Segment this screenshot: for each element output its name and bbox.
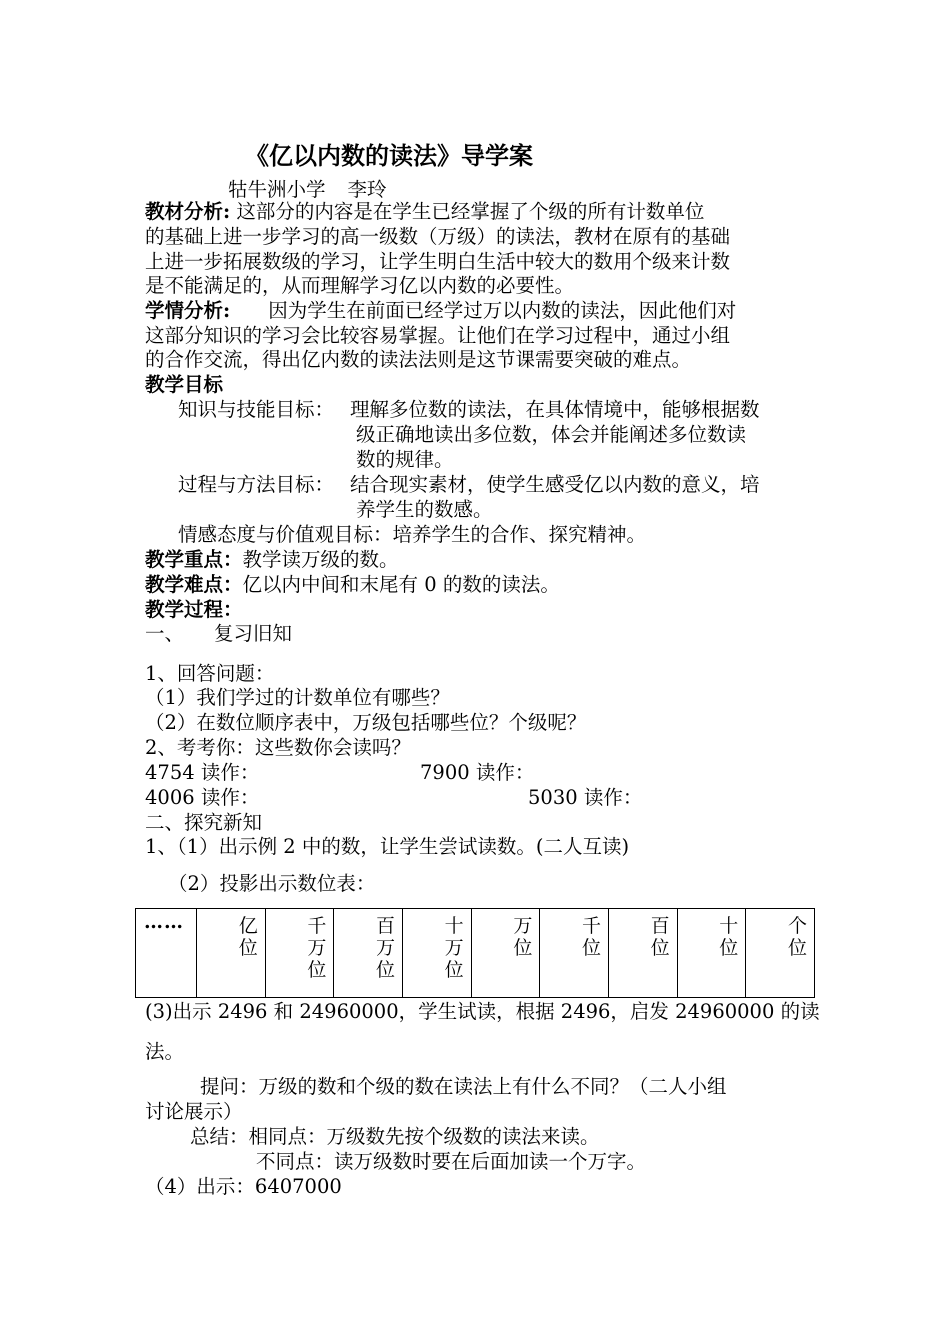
place-value-label-qian: 千位 xyxy=(581,915,601,959)
place-value-label-shiwan: 十万位 xyxy=(444,915,464,981)
place-value-table xyxy=(135,908,815,998)
teaching-key-line xyxy=(145,548,810,572)
material-analysis-line-3: 上进一步拓展数级的学习，让学生明白生活中较大的数用个级来计数 xyxy=(145,250,731,273)
step-1-1: 1、（1）出示例 2 中的数，让学生尝试读数。(二人互读) xyxy=(145,835,630,858)
teaching-key-label: 教学重点： xyxy=(145,548,243,571)
step-1-2: （2）投影出示数位表： xyxy=(168,872,376,895)
goal-process-line-1: 结合现实素材，使学生感受亿以内数的意义，培 xyxy=(350,473,760,496)
place-value-label-shi: 十位 xyxy=(719,915,739,959)
teaching-process-heading: 教学过程： xyxy=(145,598,243,621)
place-value-cell-qianwan xyxy=(265,909,334,998)
section2-heading: 二、探究新知 xyxy=(145,811,263,834)
ask-line-2: 讨论展示） xyxy=(145,1100,243,1123)
section1-number: 一、 xyxy=(145,622,185,645)
step-3-line-1: (3)出示 2496 和 24960000，学生试读，根据 2496，启发 24960000 的读 xyxy=(145,1000,820,1023)
goal-process-label: 过程与方法目标： xyxy=(178,473,335,496)
teaching-difficulty-line xyxy=(145,573,810,597)
read-item-5030: 5030 读作： xyxy=(528,786,643,809)
material-analysis-line-4: 是不能满足的，从而理解学习亿以内数的必要性。 xyxy=(145,274,575,297)
place-value-label-baiwan: 百万位 xyxy=(376,915,396,981)
teaching-key-text: 教学读万级的数。 xyxy=(242,548,399,571)
question-2: 2、考考你：这些数你会读吗？ xyxy=(145,736,411,759)
place-value-cell-shiwan xyxy=(402,909,471,998)
read-item-4754: 4754 读作： xyxy=(145,761,260,784)
goal-knowledge-line-3: 数的规律。 xyxy=(356,448,454,471)
place-value-row xyxy=(136,909,815,998)
question-1-2: （2）在数位顺序表中，万级包括哪些位？个级呢？ xyxy=(145,711,587,734)
step-3-line-2: 法。 xyxy=(145,1040,185,1063)
section1-title: 复习旧知 xyxy=(214,622,293,645)
author-line xyxy=(228,174,387,202)
school-name: 牯牛洲小学 xyxy=(228,178,326,201)
place-value-cell-bai xyxy=(608,909,677,998)
student-analysis-text-1: 因为学生在前面已经学过万以内数的读法，因此他们对 xyxy=(268,299,737,322)
material-analysis-line-1 xyxy=(145,200,810,224)
student-analysis-line-2: 这部分知识的学习会比较容易掌握。让他们在学习过程中，通过小组 xyxy=(145,324,731,347)
goal-knowledge-line-1: 理解多位数的读法，在具体情境中，能够根据数 xyxy=(350,398,760,421)
place-value-label-bai: 百位 xyxy=(650,915,670,959)
place-value-cell-qian xyxy=(540,909,609,998)
material-analysis-line-2: 的基础上进一步学习的高一级数（万级）的读法，教材在原有的基础 xyxy=(145,225,731,248)
material-analysis-text-1: 这部分的内容是在学生已经掌握了个级的所有计数单位 xyxy=(230,200,705,223)
goal-knowledge-line-2: 级正确地读出多位数，体会并能阐述多位数读 xyxy=(356,423,747,446)
ask-line-1: 提问：万级的数和个级的数在读法上有什么不同？（二人小组 xyxy=(200,1075,727,1098)
read-item-7900: 7900 读作： xyxy=(420,761,535,784)
place-value-cell-yi xyxy=(197,909,266,998)
section1-heading xyxy=(145,622,810,646)
goal-emotion-line: 情感态度与价值观目标：培养学生的合作、探究精神。 xyxy=(178,523,647,546)
student-analysis-line-3: 的合作交流，得出亿内数的读法法则是这节课需要突破的难点。 xyxy=(145,348,692,371)
place-value-label-yi: 亿位 xyxy=(238,915,258,959)
place-value-cell-ge xyxy=(746,909,815,998)
student-analysis-line-1 xyxy=(145,299,810,323)
author-name: 李玲 xyxy=(347,178,387,201)
goal-process-line-2: 养学生的数感。 xyxy=(356,498,493,521)
place-value-label-qianwan: 千万位 xyxy=(307,915,327,981)
goal-knowledge-label: 知识与技能目标： xyxy=(178,398,335,421)
summary-different: 不同点：读万级数时要在后面加读一个万字。 xyxy=(256,1150,647,1173)
document-title: 《亿以内数的读法》导学案 xyxy=(245,141,533,170)
place-value-label-wan: 万位 xyxy=(513,915,533,959)
step-4: （4）出示：6407000 xyxy=(145,1175,342,1198)
teaching-goals-heading: 教学目标 xyxy=(145,373,224,396)
question-1-1: （1）我们学过的计数单位有哪些？ xyxy=(145,686,450,709)
place-value-cell-shi xyxy=(677,909,746,998)
question-1: 1、回答问题： xyxy=(145,662,275,685)
place-value-cell-wan xyxy=(471,909,540,998)
place-value-cell-baiwan xyxy=(334,909,403,998)
summary-same: 总结：相同点：万级数先按个级数的读法来读。 xyxy=(190,1125,600,1148)
material-analysis-label: 教材分析: xyxy=(145,200,231,223)
teaching-difficulty-label: 教学难点： xyxy=(145,573,243,596)
read-item-4006: 4006 读作： xyxy=(145,786,260,809)
student-analysis-label: 学情分析: xyxy=(145,299,231,322)
place-value-cell-ellipsis: …… xyxy=(136,909,197,998)
place-value-label-ge: 个位 xyxy=(788,915,808,959)
teaching-difficulty-text: 亿以内中间和末尾有 0 的数的读法。 xyxy=(242,573,560,596)
